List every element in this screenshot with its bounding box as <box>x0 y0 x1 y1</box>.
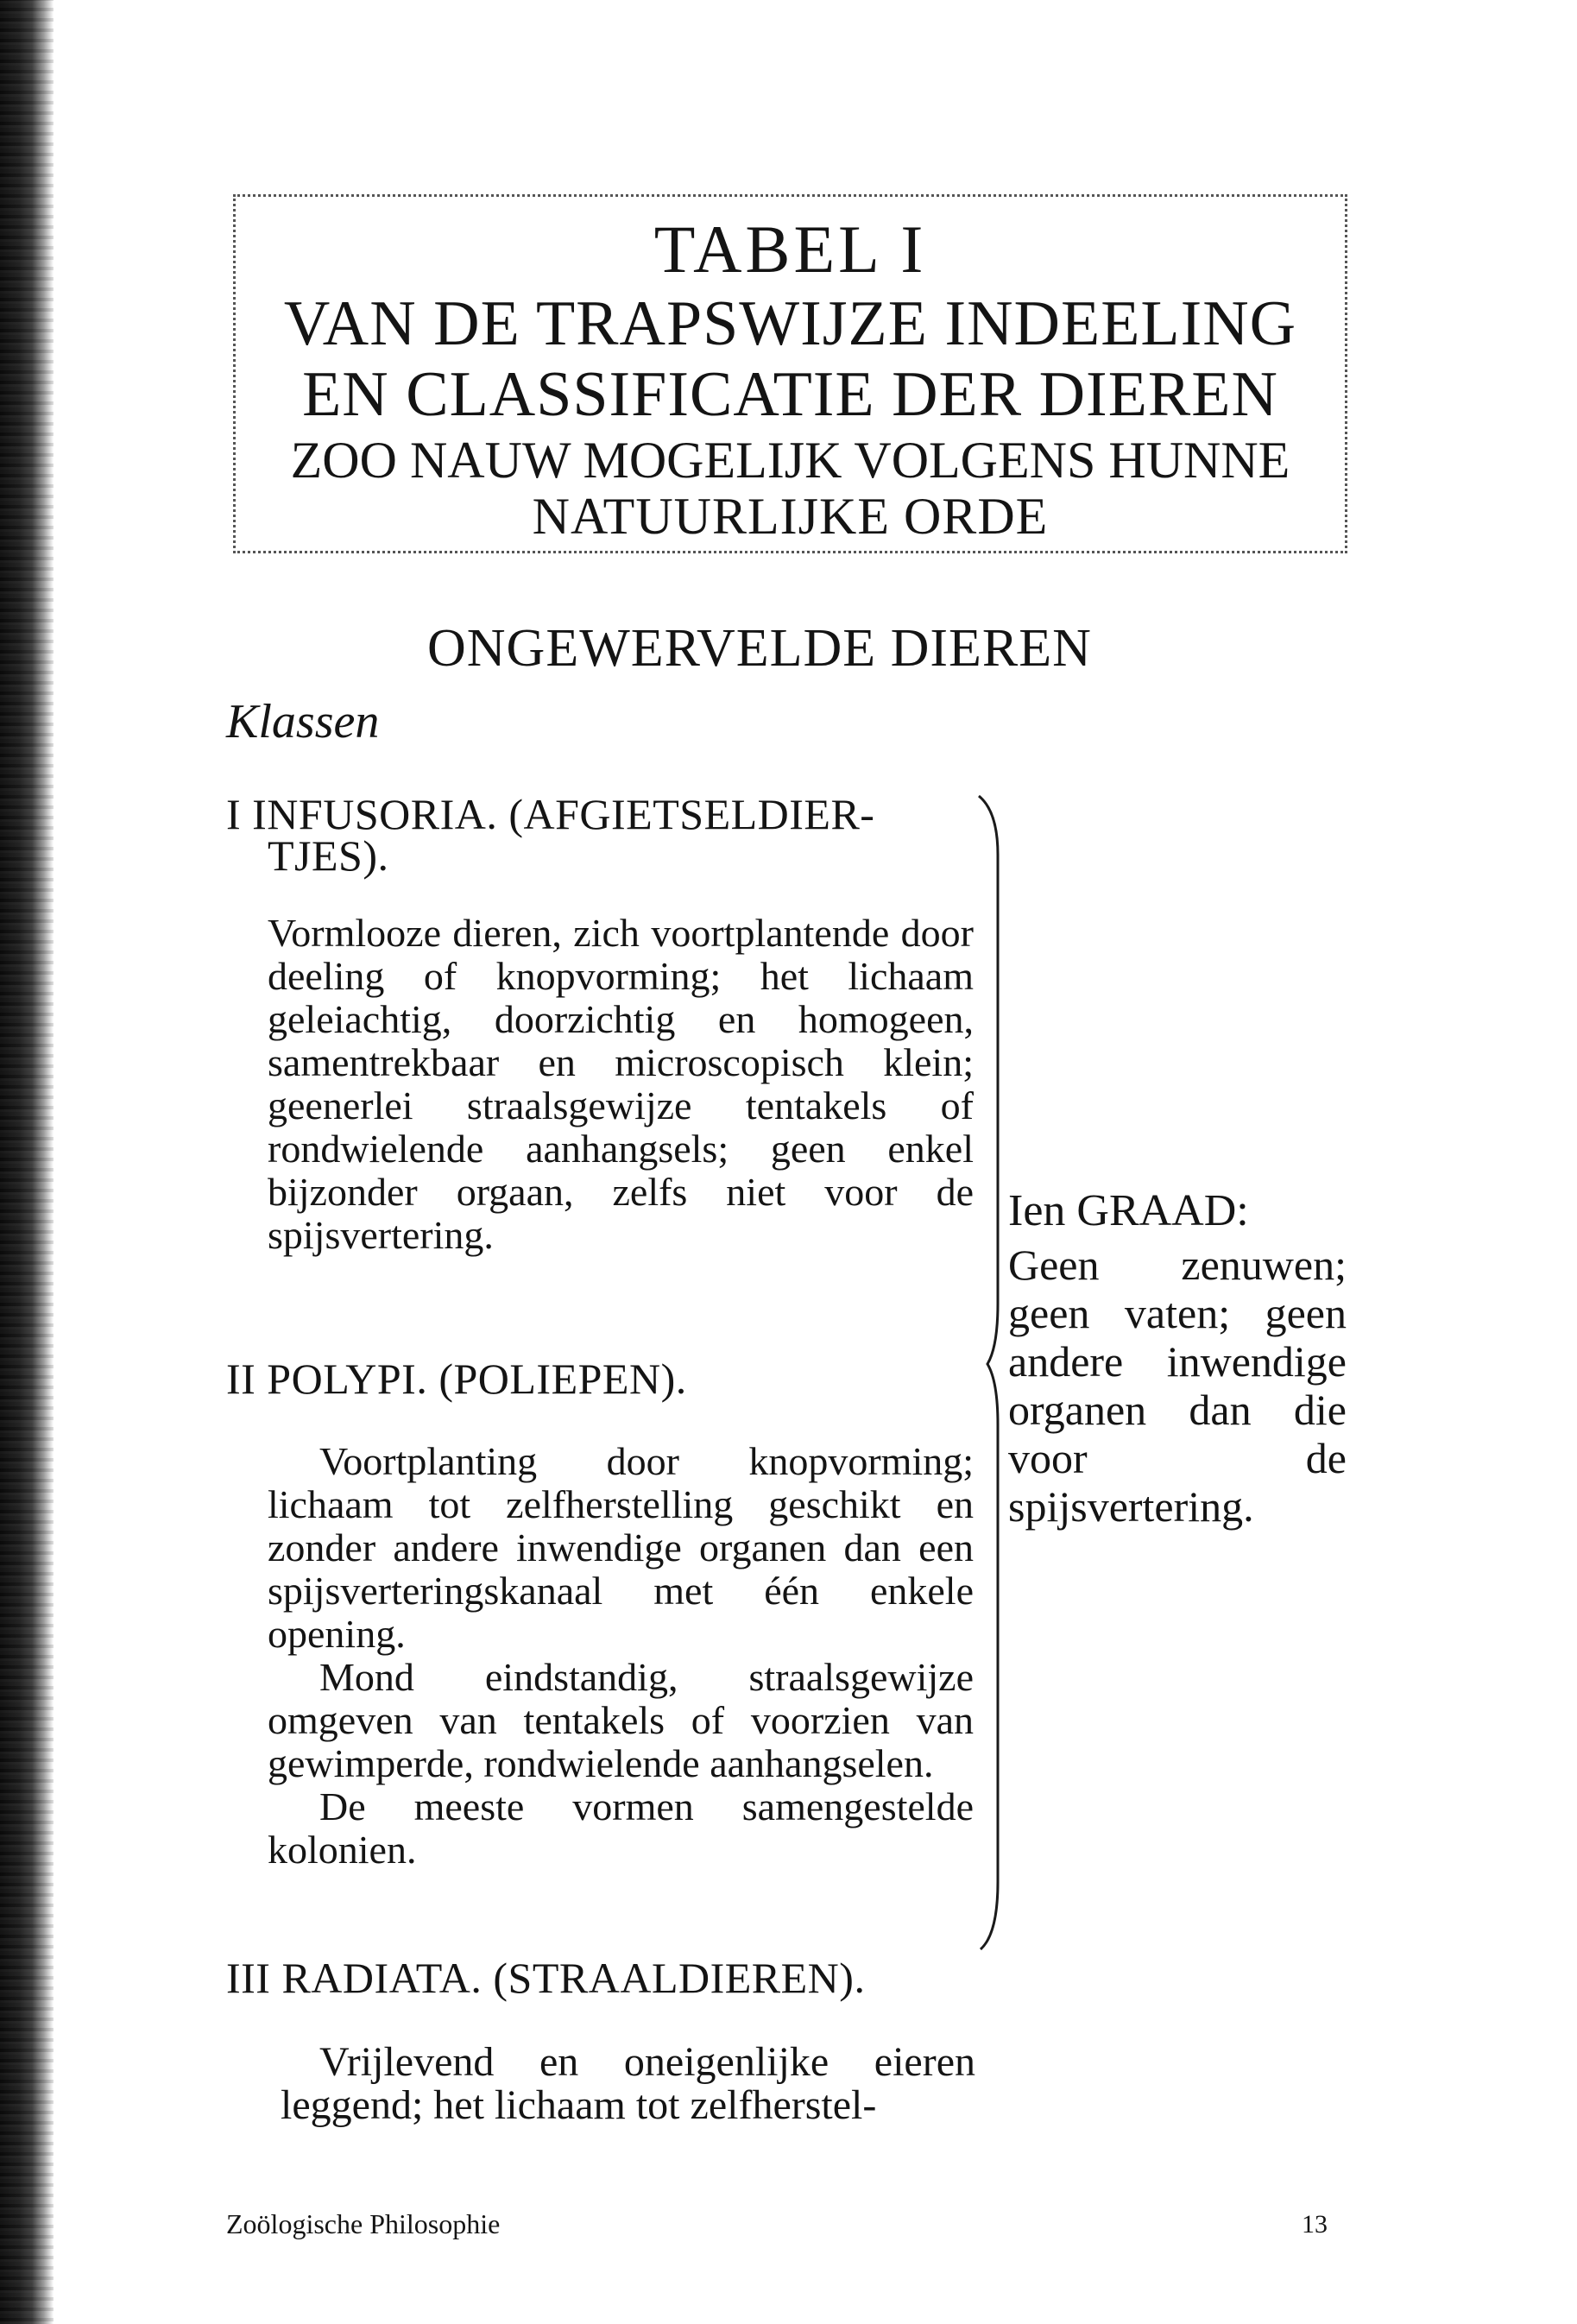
title-line-2: VAN DE TRAPSWIJZE INDEELING <box>283 288 1297 359</box>
title-line-3: EN CLASSIFICATIE DER DIEREN <box>302 359 1278 430</box>
class-2-description-part-3: De meeste vormen samengestelde kolonien. <box>268 1784 974 1872</box>
title-line-5: NATUURLIJKE ORDE <box>532 488 1049 545</box>
class-2-description <box>268 1440 974 1872</box>
class-2-heading: II POLYPI. (POLIEPEN). <box>226 1355 687 1403</box>
section-heading: ONGEWERVELDE DIEREN <box>427 619 1092 678</box>
footer-book-title: Zoölogische Philosophie <box>226 2208 501 2239</box>
class-3-description-text: Vrijlevend en oneigenlijke eieren leggend; het lichaam tot zelfherstel- <box>281 2039 975 2128</box>
class-1-heading-continued: TJES). <box>268 831 389 880</box>
page-number: 13 <box>1302 2210 1328 2239</box>
class-3-description <box>281 2041 975 2127</box>
grade-description <box>1008 1187 1347 1531</box>
grade-heading: Ien GRAAD: <box>1008 1186 1249 1235</box>
class-3-heading: III RADIATA. (STRAALDIEREN). <box>226 1954 866 2002</box>
grouping-brace <box>975 794 1010 1951</box>
class-2-description-part-2: Mond eindstandig, straalsgewijze omgeven van tentakels of voorzien van gewimperde, rondwielende aanhangselen. <box>268 1655 974 1785</box>
table-title: TABEL I <box>653 212 927 287</box>
grade-text: Geen zenuwen; geen vaten; geen andere inwendige organen dan die voor de spijsvertering. <box>1008 1241 1347 1531</box>
title-line-4: ZOO NAUW MOGELIJK VOLGENS HUNNE <box>290 432 1290 489</box>
title-box <box>233 194 1347 553</box>
class-1-description: Vormlooze dieren, zich voortplantende door deeling of knopvorming; het lichaam geleiachtig, doorzichtig en homogeen, samentrekbaar en microscopisch klein; geenerlei straalsgewijze tentakels of rondwielende aanhangsels; geen enkel bijzonder orgaan, zelfs niet voor de spijsvertering. <box>268 911 974 1257</box>
scanned-binding-edge <box>0 0 54 2324</box>
class-1-heading: I INFUSORIA. (AFGIETSELDIER- <box>226 790 875 838</box>
class-2-description-part-1: Voortplanting door knopvorming; lichaam tot zelfherstelling geschikt en zonder andere inwendige organen dan een spijsverteringskanaal met één enkele opening. <box>268 1439 974 1656</box>
column-label: Klassen <box>226 695 380 748</box>
